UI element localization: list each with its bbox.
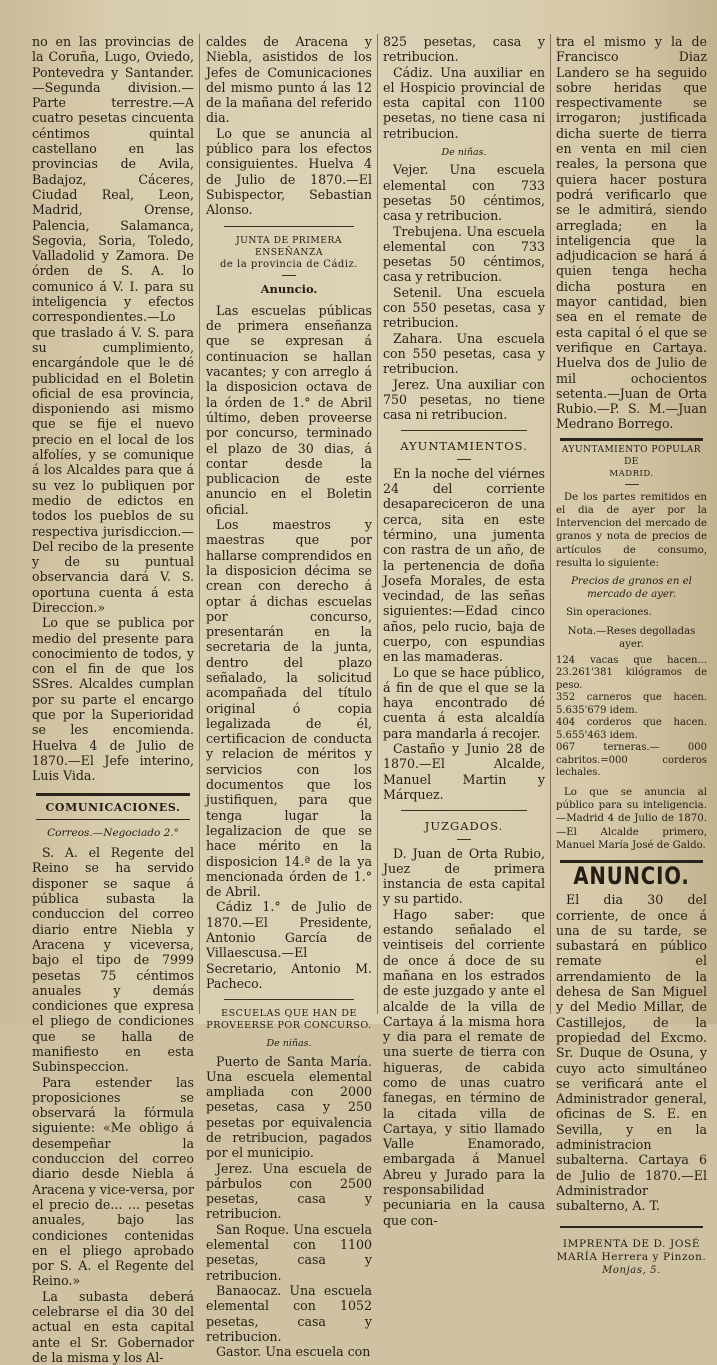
market-row: 124 vacas que hacen... 23.261'381 kilógramos de peso.: [556, 654, 707, 691]
paragraph: Cádiz. Una auxiliar en el Hospicio provincial de esta capital con 1100 pesetas, no tiene casa ni retribucion.: [383, 64, 545, 141]
anuncio-heading: Anuncio.: [260, 281, 318, 296]
paragraph: Las escuelas públicas de primera enseñanza que se expresan á continuacion se hallan vacantes; y con arreglo á la disposicion octava de la órden de 1.° de Abril último, deben proveerse por concurso, terminado el plazo de 30 dias, á contar desde la publicacion de este anuncio en el Boletin oficial.: [206, 302, 372, 517]
paragraph: tra el mismo y la de Francisco Diaz Landero se ha seguido sobre heridas que respectivamente se irrogaron; justificada dicha suerte de tierra en venta en mil cien reales, la persona que quiera hacer postura podrá verificarlo que se le admitirá, siendo arreglada; en la inteligencia que la adjudicacion se hará á quien tenga hecha dicha postura en mayor cantidad, bien sea en el remate de esta capital ó el que se verifique en Cartaya. Huelva dos de Julio de mil ochocientos setenta.—Juan de Orta Rubio.—P. S. M.—Juan Medrano Borrego.: [556, 34, 707, 432]
paragraph: Cádiz 1.° de Julio de 1870.—El Presidente, Antonio García de Villaescusa.—El Secretario, Antonio M. Pacheco.: [206, 899, 372, 991]
divider: [457, 839, 471, 840]
divider: [36, 793, 190, 796]
paragraph: Jerez. Una escuela de párbulos con 2500 pesetas, casa y retribucion.: [206, 1160, 372, 1222]
anuncio-big-title: ANUNCIO.: [573, 861, 690, 890]
paragraph: Los maestros y maestras que por hallarse comprendidos en la disposicion décima se crean con derecho á optar á dichas escuelas por concurso, presentarán en la secretaria de la junta, dentro del plazo señalado, la solicitud acompañada del título original ó copia legalizada de él, certificacion de conducta y relacion de méritos y servicios con los documentos que los justifiquen, para que tenga lugar la legalizacion de que se hace mérito en la disposicion 14.ª de la ya mencionada órden de 1.° de Abril.: [206, 517, 372, 900]
escuelas-title: ESCUELAS QUE HAN DE PROVEERSE POR CONCURSO.: [206, 1008, 372, 1032]
divider: [560, 1226, 703, 1228]
juzgados-title: JUZGADOS.: [424, 819, 504, 834]
paragraph: Castaño y Junio 28 de 1870.—El Alcalde, Manuel Martin y Márquez.: [383, 741, 545, 802]
divider: [282, 275, 296, 276]
imprint-address: Monjas, 5.: [602, 1264, 661, 1276]
junta-title: JUNTA DE PRIMERA ENSEÑANZA: [235, 234, 343, 258]
divider: [401, 810, 527, 811]
paragraph: De los partes remitidos en el dia de ayer por la Intervencion del mercado de granos y nota de precios de artículos de consumo, resulta lo siguiente:: [556, 491, 707, 569]
paragraph: Lo que se publica por medio del presente para conocimiento de todos, y con el fin de que los SSres. Alcaldes cumplan por su parte el encargo que por la Superioridad se les encomienda. Huelva 4 de Julio de 1870.—El Jefe interino, Luis Vida.: [32, 615, 194, 784]
paragraph: Trebujena. Una escuela elemental con 733 pesetas 50 céntimos, casa y retribucion.: [383, 223, 545, 285]
paragraph: Hago saber: que estando señalado el veintiseis del corriente de once á doce de su mañana en los estrados de este juzgado y ante el alcalde de la villa de Cartaya á la misma hora y dia para el remate de una suerte de tierra con higueras, de cabida como de unas cuatro fanegas, en término de la citada villa de Cartaya, y sitio llamado Valle Enamorado, embargada á Manuel Abreu y Jurado para la responsabilidad pecuniaria en la causa que con-: [383, 906, 545, 1228]
paragraph: Lo que se hace público, á fin de que el que se la haya encontrado dé cuenta á esta alcaldía para mandarla á recojer.: [383, 664, 545, 741]
madrid-title: AYUNTAMIENTO POPULAR DE: [561, 444, 702, 467]
paragraph: San Roque. Una escuela elemental con 1100 pesetas, casa y retribucion.: [206, 1221, 372, 1283]
paragraph: El dia 30 del corriente, de once á una de su tarde, se subastará en público remate el arrendamiento de la dehesa de San Miguel y del Medio Millar, de Castillejos, de la propiedad del Excmo. Sr. Duque de Osuna, y cuyo acto simultáneo se verificará ante el Administrador general, oficinas de S. E. en Sevilla, y en la administracion subalterna. Cartaya 6 de Julio de 1870.—El Administrador subalterno, A. T.: [556, 892, 707, 1214]
column-rule: [199, 34, 200, 1014]
column-1: [32, 34, 195, 1365]
paragraph: D. Juan de Orta Rubio, Juez de primera instancia de esta capital y su partido.: [383, 845, 545, 907]
column-rule: [550, 34, 551, 1014]
column-4: [556, 34, 707, 1276]
market-row: 067 terneras.— 000 cabritos.=000 corderos lechales.: [556, 742, 707, 779]
nota-heading: Nota.—Reses degolladas ayer.: [567, 625, 696, 650]
de-ninas-label: De niñas.: [441, 147, 487, 159]
paragraph: Lo que se anuncia al público para su inteligencia.—Madrid 4 de Julio de 1870.—El Alcalde primero, Manuel María José de Galdo.: [556, 786, 707, 851]
no-operations: Sin operaciones.: [566, 607, 652, 619]
paragraph: Banaocaz. Una escuela elemental con 1052 pesetas, casa y retribucion.: [206, 1282, 372, 1344]
paragraph: S. A. el Regente del Reino se ha servido disponer se saque á pública subasta la conduccion del correo diario entre Niebla y Aracena y viceversa, bajo el tipo de 7999 pesetas 75 céntimos anuales y demás condiciones que expresa el pliego de condiciones que se halla de manifiesto en esta Subinspeccion.: [32, 845, 194, 1075]
imprint-line: IMPRENTA DE D. JOSÉ MARÍA Herrera y Pinzon.: [556, 1237, 707, 1263]
divider: [625, 484, 639, 485]
section-title-comunicaciones: COMUNICACIONES.: [45, 800, 181, 814]
paragraph: Jerez. Una auxiliar con 750 pesetas, no tiene casa ni retribucion.: [383, 376, 545, 423]
paragraph: Gastor. Una escuela con: [216, 1344, 371, 1360]
paragraph: no en las provincias de la Coruña, Lugo, Oviedo, Pontevedra y Santander.—Segunda division.—Parte terrestre.—A cuatro pesetas cincuenta céntimos quintal castellano en las provincias de Avila, Badajoz, Cáceres, Ciudad Real, Leon, Madrid, Orense, Palencia, Salamanca, Segovia, Soria, Toledo, Valladolid y Zamora. De órden de S. A. lo comunico á V. I. para su inteligencia y efectos correspondientes.—Lo que traslado á V. S. para su cumplimiento, encargándole que le dé publicidad en el Boletin oficial de esa provincia, disponiendo asi mismo que se fije el nuevo precio en el local de los alfolíes, y se comunique á los Alcaldes para que á su vez lo publiquen por medio de edictos en todos los pueblos de su respectiva jurisdiccion.—Del recibo de la presente y de su puntual observancia dará V. S. oportuna cuenta á esta Direccion.»: [32, 34, 194, 615]
column-3: [383, 34, 545, 1228]
divider: [401, 430, 527, 431]
paragraph: Para estender las proposiciones se observará la fórmula siguiente: «Me obligo á desempeñar la conduccion del correo diario desde Niebla á Aracena y vice-versa, por el precio de... ... pesetas anuales, bajo las condiciones contenidas en el pliego aprobado por S. A. el Regente del Reino.»: [32, 1074, 195, 1289]
market-row: 352 carneros que hacen. 5.635'679 idem.: [556, 692, 707, 716]
section-subtitle: Correos.—Negociado 2.°: [47, 826, 179, 839]
divider: [36, 819, 190, 820]
grain-prices-heading: Precios de granos en el mercado de ayer.: [571, 575, 692, 601]
divider: [224, 226, 354, 227]
market-row: 404 corderos que hacen. 5.655'463 idem.: [556, 717, 707, 741]
paragraph: Setenil. Una escuela con 550 pesetas, casa y retribucion.: [383, 284, 545, 331]
divider: [224, 999, 354, 1000]
paragraph: Puerto de Santa María. Una escuela elemental ampliada con 2000 pesetas, casa y 250 pesetas por equivalencia de retribucion, pagados por el municipio.: [206, 1053, 372, 1161]
ayuntamientos-title: AYUNTAMIENTOS.: [400, 439, 528, 454]
column-2: [206, 34, 372, 1360]
paragraph: La subasta deberá celebrarse el dia 30 del actual en esta capital ante el Sr. Gobernador de la misma y los Al-: [32, 1288, 194, 1365]
de-ninas-label: De niñas.: [266, 1038, 312, 1050]
paragraph: Vejer. Una escuela elemental con 733 pesetas 50 céntimos, casa y retribucion.: [383, 162, 545, 224]
junta-subtitle: de la provincia de Cádiz.: [220, 258, 358, 270]
madrid-subtitle: MADRID.: [609, 468, 654, 479]
column-rule: [377, 34, 378, 1014]
paragraph: 825 pesetas, casa y retribucion.: [383, 34, 545, 65]
paragraph: Lo que se anuncia al público para los efectos consiguientes. Huelva 4 de Julio de 1870.—El Subispector, Sebastian Alonso.: [206, 125, 372, 218]
paragraph: Zahara. Una escuela con 550 pesetas, casa y retribucion.: [383, 330, 545, 377]
paragraph: En la noche del viérnes 24 del corriente desapareciceron de una cerca, sita en este término, una jumenta con rastra de un año, de la pertenencia de doña Josefa Morales, de esta vecindad, de las señas siguientes:—Edad cinco años, pelo rucio, baja de cuerpo, con espundias en las mamaderas.: [383, 465, 545, 665]
paragraph: caldes de Aracena y Niebla, asistidos de los Jefes de Comunicaciones del mismo punto á las 12 de la mañana del referido dia.: [206, 34, 372, 126]
divider: [457, 459, 471, 460]
divider: [560, 438, 703, 441]
